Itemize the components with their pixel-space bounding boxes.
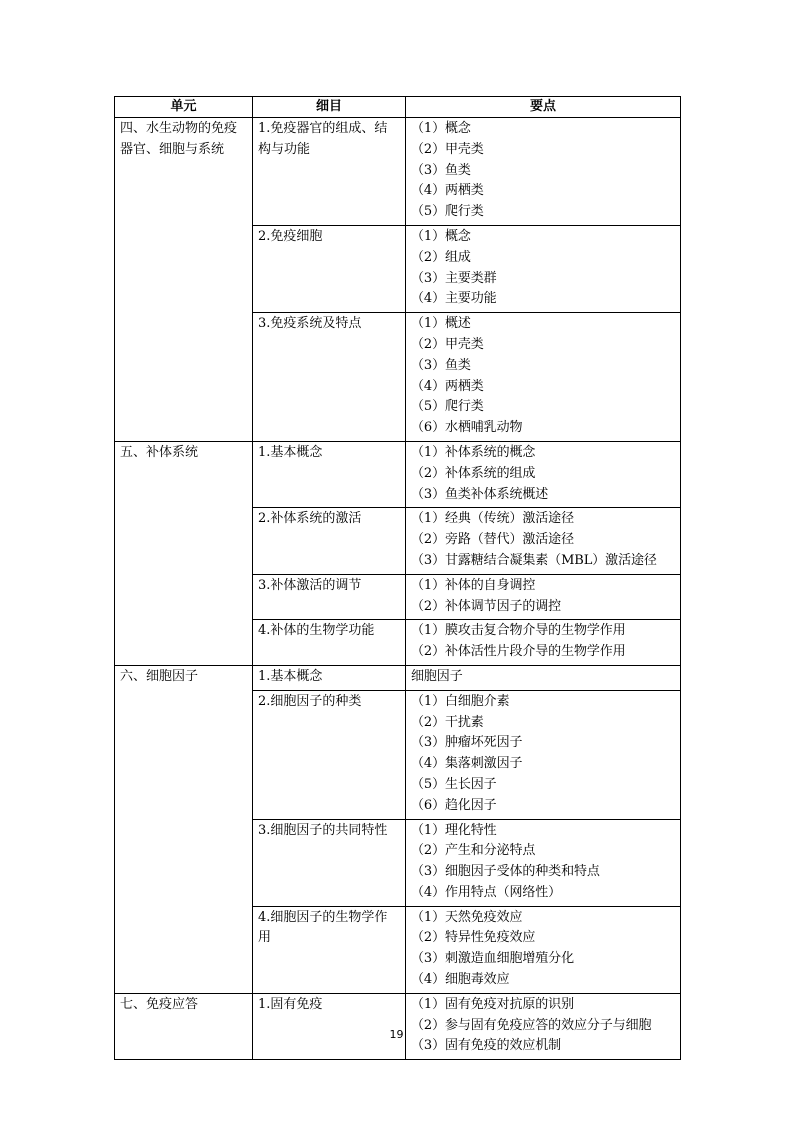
points-cell	[406, 508, 681, 574]
point-item: （1）概念	[411, 121, 471, 136]
table-row	[115, 665, 681, 690]
point-item: （1）概念	[411, 228, 471, 244]
point-item: （2）组成	[411, 249, 471, 265]
point-item: （3）固有免疫的效应机制	[411, 1038, 562, 1054]
table-row	[115, 441, 681, 507]
point-item: （2）甲壳类	[411, 141, 484, 157]
item-cell: 1.免疫器官的组成、结构与功能	[253, 118, 406, 226]
syllabus-table	[114, 96, 681, 1060]
point-item: （1）膜攻击复合物介导的生物学作用	[411, 623, 626, 639]
point-item: （6）水栖哺乳动物	[411, 420, 523, 436]
item-cell: 4.细胞因子的生物学作用	[253, 906, 406, 993]
point-item: （4）集落刺激因子	[411, 756, 523, 772]
point-item: （3）甘露糖结合凝集素（MBL）激活途径	[411, 552, 657, 568]
point-item: （2）旁路（替代）激活途径	[411, 532, 574, 548]
unit-cell: 四、水生动物的免疫器官、细胞与系统	[115, 118, 253, 442]
item-cell: 1.固有免疫	[253, 993, 406, 1059]
points-cell	[406, 906, 681, 993]
points-cell	[406, 620, 681, 666]
point-item: （2）补体系统的组成	[411, 465, 536, 481]
point-item: （3）鱼类	[411, 357, 471, 373]
point-item: （3）鱼类	[411, 162, 471, 178]
point-item: （4）两栖类	[411, 183, 484, 199]
point-item: （1）白细胞介素	[411, 693, 510, 709]
header-unit: 单元	[115, 97, 253, 118]
header-item: 细目	[253, 97, 406, 118]
point-item: （4）细胞毒效应	[411, 972, 510, 988]
point-item: 细胞因子	[411, 668, 463, 684]
point-item: （1）固有免疫对抗原的识别	[411, 996, 574, 1012]
unit-cell: 六、细胞因子	[115, 665, 253, 993]
points-cell	[406, 225, 681, 312]
unit-cell: 五、补体系统	[115, 441, 253, 665]
point-item: （4）作用特点（网络性）	[411, 884, 562, 900]
point-item: （2）干扰素	[411, 714, 484, 730]
points-cell	[406, 441, 681, 507]
item-cell: 3.补体激活的调节	[253, 574, 406, 620]
item-cell: 2.免疫细胞	[253, 225, 406, 312]
points-cell	[406, 118, 681, 226]
item-cell: 4.补体的生物学功能	[253, 620, 406, 666]
point-item: （1）补体系统的概念	[411, 444, 536, 460]
table-row	[115, 993, 681, 1059]
point-item: （2）产生和分泌特点	[411, 843, 536, 859]
point-item: （5）生长因子	[411, 776, 497, 792]
points-cell	[406, 819, 681, 906]
point-item: （3）刺激造血细胞增殖分化	[411, 951, 574, 967]
points-cell	[406, 665, 681, 690]
table-body	[115, 118, 681, 1060]
point-item: （4）两栖类	[411, 378, 484, 394]
point-item: （6）趋化因子	[411, 797, 497, 813]
point-item: （5）爬行类	[411, 204, 484, 220]
table-row	[115, 118, 681, 226]
point-item: （5）爬行类	[411, 399, 484, 415]
point-item: （2）补体活性片段介导的生物学作用	[411, 644, 626, 660]
item-cell: 1.基本概念	[253, 665, 406, 690]
point-item: （1）理化特性	[411, 822, 497, 838]
header-row	[115, 97, 681, 118]
points-cell	[406, 690, 681, 819]
point-item: （1）补体的自身调控	[411, 577, 536, 593]
point-item: （1）经典（传统）激活途径	[411, 511, 574, 527]
points-cell	[406, 313, 681, 442]
point-item: （4）主要功能	[411, 291, 497, 307]
point-item: （1）概述	[411, 316, 471, 332]
point-item: （3）肿瘤坏死因子	[411, 735, 523, 751]
point-item: （2）特异性免疫效应	[411, 930, 536, 946]
point-item: （2）甲壳类	[411, 336, 484, 352]
point-item: （2）参与固有免疫应答的效应分子与细胞	[411, 1017, 652, 1033]
point-item: （1）天然免疫效应	[411, 909, 523, 925]
item-cell: 2.细胞因子的种类	[253, 690, 406, 819]
point-item: （3）鱼类补体系统概述	[411, 486, 549, 502]
point-item: （3）细胞因子受体的种类和特点	[411, 864, 600, 880]
point-item: （2）补体调节因子的调控	[411, 598, 562, 614]
page-number: 19	[389, 1028, 404, 1041]
item-cell: 2.补体系统的激活	[253, 508, 406, 574]
points-cell	[406, 993, 681, 1059]
item-cell: 3.免疫系统及特点	[253, 313, 406, 442]
points-cell	[406, 574, 681, 620]
item-cell: 3.细胞因子的共同特性	[253, 819, 406, 906]
item-cell: 1.基本概念	[253, 441, 406, 507]
header-points: 要点	[406, 97, 681, 118]
unit-cell: 七、免疫应答	[115, 993, 253, 1059]
point-item: （3）主要类群	[411, 270, 497, 286]
